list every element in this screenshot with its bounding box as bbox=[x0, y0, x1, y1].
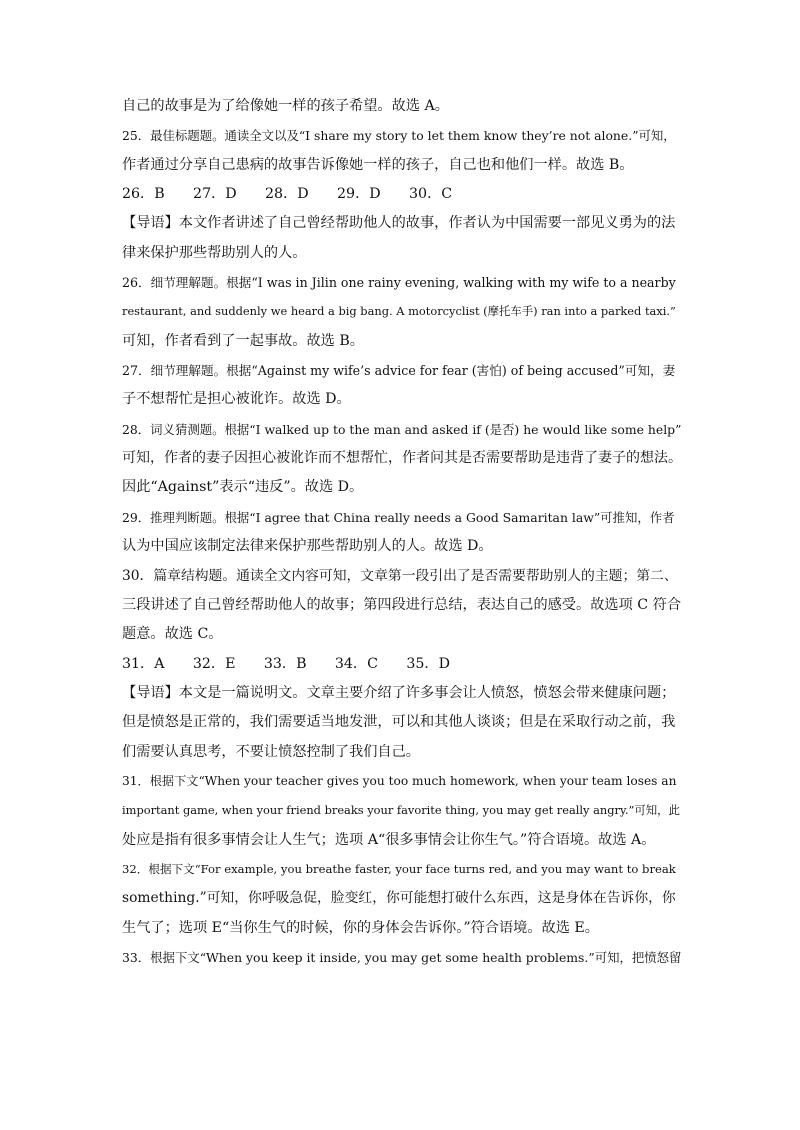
text-line: 31．根据下文“When your teacher gives you too much homework, when your team loses an bbox=[122, 773, 677, 788]
text-line: something.”可知，你呼吸急促，脸变红，你可能想打破什么东西，这是身体在告诉你，你 bbox=[122, 890, 676, 907]
text-line: 28．词义猜测题。根据“I walked up to the man and asked if (是否) he would like some help” bbox=[122, 421, 682, 437]
text-line: 律来保护那些帮助别人的人。 bbox=[122, 244, 307, 261]
text-line: 三段讲述了自己曾经帮助他人的故事；第四段进行总结，表达自己的感受。故选项 C 符合 bbox=[122, 596, 682, 613]
text-line: 30．篇章结构题。通读全文内容可知，文章第一段引出了是否需要帮助别人的主题；第二、 bbox=[122, 567, 678, 584]
answer-key-line: 26．B 27．D 28．D 29．D 30．C bbox=[122, 186, 453, 203]
text-line: 可知，作者的妻子因担心被讹诈而不想帮忙，作者问其是否需要帮助是违背了妻子的想法。 bbox=[122, 450, 682, 467]
text-line: 因此“Against”表示“违反”。故选 D。 bbox=[122, 479, 364, 496]
text-line: 作者通过分享自己患病的故事告诉像她一样的孩子，自己也和他们一样。故选 B。 bbox=[122, 156, 634, 173]
text-line: 33．根据下文“When you keep it inside, you may get some health problems.”可知，把愤怒留 bbox=[122, 949, 682, 965]
text-line: 自己的故事是为了给像她一样的孩子希望。故选 A。 bbox=[122, 98, 449, 114]
text-line: 27．细节理解题。根据“Against my wife’s advice for fear (害怕) of being accused”可知，妻 bbox=[122, 363, 676, 379]
text-line: 们需要认真思考，不要让愤怒控制了我们自己。 bbox=[122, 743, 420, 760]
text-line: 生气了；选项 E“当你生气的时候，你的身体会告诉你。”符合语境。故选 E。 bbox=[122, 919, 599, 936]
text-line: 可知，作者看到了一起事故。故选 B。 bbox=[122, 332, 364, 349]
text-line: 25．最佳标题题。通读全文以及“I share my story to let them know they’re not alone.”可知， bbox=[122, 128, 676, 144]
answer-explanations bbox=[122, 92, 682, 972]
text-line: 处应是指有很多事情会让人生气；选项 A“很多事情会让你生气。”符合语境。故选 A。 bbox=[122, 831, 656, 848]
text-line: 认为中国应该制定法律来保护那些帮助别人的人。故选 D。 bbox=[122, 538, 493, 555]
text-line: important game, when your friend breaks your favorite thing, you may get really angry.”可知，此 bbox=[122, 803, 680, 818]
text-line: 29．推理判断题。根据“I agree that China really needs a Good Samaritan law”可推知，作者 bbox=[122, 509, 675, 525]
answer-key-line: 31．A 32．E 33．B 34．C 35．D bbox=[122, 655, 450, 672]
text-line: 子不想帮忙是担心被讹诈。故选 D。 bbox=[122, 391, 351, 408]
text-line: 题意。故选 C。 bbox=[122, 626, 223, 643]
text-line: 但是愤怒是正常的，我们需要适当地发泄，可以和其他人谈谈；但是在采取行动之前，我 bbox=[122, 714, 676, 731]
guide-line: 【导语】本文是一篇说明文。文章主要介绍了许多事会让人愤怒，愤怒会带来健康问题； bbox=[122, 684, 676, 701]
guide-line: 【导语】本文作者讲述了自己曾经帮助他人的故事，作者认为中国需要一部见义勇为的法 bbox=[122, 215, 676, 232]
text-line: 26．细节理解题。根据“I was in Jilin one rainy evening, walking with my wife to a nearby bbox=[122, 275, 676, 291]
text-line: 32．根据下文“For example, you breathe faster, your face turns red, and you may want to break bbox=[122, 861, 676, 876]
text-line: restaurant, and suddenly we heard a big bang. A motorcyclist (摩托车手) ran into a parked taxi.” bbox=[122, 304, 676, 319]
